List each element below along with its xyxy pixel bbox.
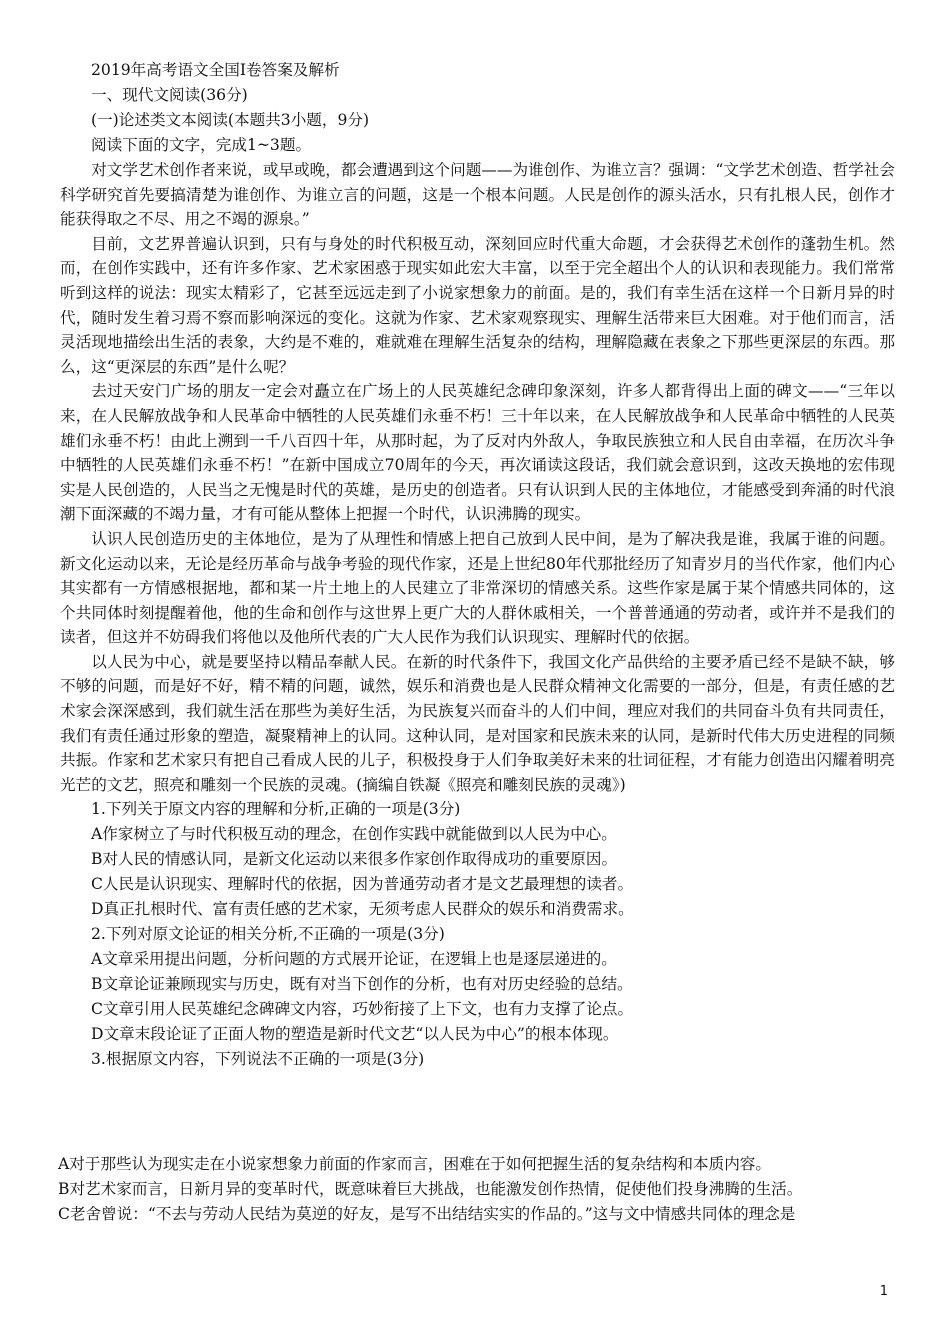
passage-paragraph-3: 去过天安门广场的朋友一定会对矗立在广场上的人民英雄纪念碑印象深刻，许多人都背得出上面的碑文——“三年以来，在人民解放战争和人民革命中牺牲的人民英雄们永垂不朽！三十年以来，在人民解放战争和人民革命中牺牲的人民英雄们永垂不朽！由此上溯到一千八百四十年，从那时起，为了反对内外敌人，争取民族独立和人民自由幸福，在历次斗争中牺牲的人民英雄们永垂不朽！”在新中国成立70周年的今天，再次诵读这段话，我们就会意识到，这改天换地的宏伟现实是人民创造的，人民当之无愧是时代的英雄，是历史的创造者。只有认识到人民的主体地位，才能感受到奔涌的时代浪潮下面深藏的不竭力量，才有可能从整体上把握一个时代，认识沸腾的现实。 (60, 382, 895, 524)
question-3-options (58, 1152, 898, 1227)
question-3-stem: 3.根据原文内容，下列说法不正确的一项是(3分) (91, 1050, 425, 1069)
question-1-option-c: C人民是认识现实、理解时代的依据，因为普通劳动者才是文艺最理想的读者。 (91, 875, 634, 894)
question-2-option-c: C文章引用人民英雄纪念碑碑文内容，巧妙衔接了上下文，也有力支撑了论点。 (91, 1000, 634, 1019)
question-1-stem: 1.下列关于原文内容的理解和分析,正确的一项是(3分) (91, 800, 461, 819)
page-number: 1 (879, 1284, 888, 1299)
question-1-option-d: D真正扎根时代、富有责任感的艺术家，无须考虑人民群众的娱乐和消费需求。 (91, 900, 634, 919)
question-2-stem: 2.下列对原文论证的相关分析,不正确的一项是(3分) (91, 925, 445, 944)
question-1-option-a: A作家树立了与时代积极互动的理念，在创作实践中就能做到以人民为中心。 (91, 825, 617, 844)
passage-paragraph-5: 以人民为中心，就是要坚持以精品奉献人民。在新的时代条件下，我国文化产品供给的主要矛盾已经不是缺不缺，够不够的问题，而是好不好，精不精的问题，诚然，娱乐和消费也是人民群众精神文化需要的一部分，但是，有责任感的艺术家会深深感到，我们就生活在那些为美好生活，为民族复兴而奋斗的人们中间，理应对我们的共同奋斗负有共同责任，我们有责任通过形象的塑造，凝聚精神上的认同。这种认同，是对国家和民族未来的认同，是新时代伟大历史进程的同频共振。作家和艺术家只有把自己看成人民的儿子，积极投身于人们争取美好未来的壮词征程，才有能力创造出闪耀着明亮光芒的文艺，照亮和雕刻一个民族的灵魂。(摘编自铁凝《照亮和雕刻民族的灵魂》) (60, 652, 895, 794)
question-3-option-c: C老舍曾说：“不去与劳动人民结为莫逆的好友，是写不出结结实实的作品的。”这与文中情感共同体的理念是 (58, 1205, 796, 1223)
question-2-option-d: D文章末段论证了正面人物的塑造是新时代文艺“以人民为中心”的根本体现。 (91, 1025, 619, 1044)
question-3-option-b: B对艺术家而言，日新月异的变革时代，既意味着巨大挑战，也能激发创作热情，促使他们投身沸腾的生活。 (58, 1180, 803, 1198)
subsection-heading: (一)论述类文本阅读(本题共3小题，9分) (91, 111, 370, 129)
question-1-option-b: B对人民的情感认同，是新文化运动以来很多作家创作取得成功的重要原因。 (91, 850, 618, 869)
document-body (60, 58, 895, 1072)
question-2-option-b: B文章论证兼顾现实与历史，既有对当下创作的分析，也有对历史经验的总结。 (91, 975, 633, 994)
question-2-option-a: A文章采用提出问题，分析问题的方式展开论证，在逻辑上也是逐层递进的。 (91, 950, 617, 969)
section-heading: 一、现代文阅读(36分) (91, 86, 248, 104)
question-3-option-a: A对于那些认为现实走在小说家想象力前面的作家而言，困难在于如何把握生活的复杂结构和本质内容。 (58, 1155, 771, 1173)
reading-instruction: 阅读下面的文字，完成1~3题。 (91, 136, 312, 154)
doc-title: 2019年高考语文全国Ⅰ卷答案及解析 (91, 61, 340, 79)
passage-paragraph-4: 认识人民创造历史的主体地位，是为了从理性和情感上把自己放到人民中间，是为了解决我是谁，我属于谁的问题。新文化运动以来，无论是经历革命与战争考验的现代作家，还是上世纪80年代那批经历了知青岁月的当代作家，他们内心其实都有一方情感根据地，都和某一片土地上的人民建立了非常深切的情感关系。这些作家是属于某个情感共同体的，这个共同体时刻提醒着他，他的生命和创作与这世界上更广大的人群休戚相关，一个普普通通的劳动者，或许并不是我们的读者，但这并不妨碍我们将他以及他所代表的广大人民作为我们认识现实、理解时代的依据。 (60, 529, 895, 647)
passage-paragraph-2: 目前，文艺界普遍认识到，只有与身处的时代积极互动，深刻回应时代重大命题，才会获得艺术创作的蓬勃生机。然而，在创作实践中，还有许多作家、艺术家困惑于现实如此宏大丰富，以至于完全超出个人的认识和表现能力。我们常常听到这样的说法：现实太精彩了，它甚至远远走到了小说家想象力的前面。是的，我们有幸生活在这样一个日新月异的时代，随时发生着习焉不察而影响深远的变化。这就为作家、艺术家观察现实、理解生活带来巨大困难。对于他们而言，活灵活现地描绘出生活的表象，大约是不难的，难就难在理解生活复杂的结构，理解隐藏在表象之下那些更深层的东西。那么，这“更深层的东西”是什么呢？ (60, 234, 895, 376)
passage-paragraph-1: 对文学艺术创作者来说，或早或晚，都会遭遇到这个问题——为谁创作、为谁立言？强调：“文学艺术创造、哲学社会科学研究首先要搞清楚为谁创作、为谁立言的问题，这是一个根本问题。人民是创作的源头活水，只有扎根人民，创作才能获得取之不尽、用之不竭的源泉。” (60, 161, 895, 229)
